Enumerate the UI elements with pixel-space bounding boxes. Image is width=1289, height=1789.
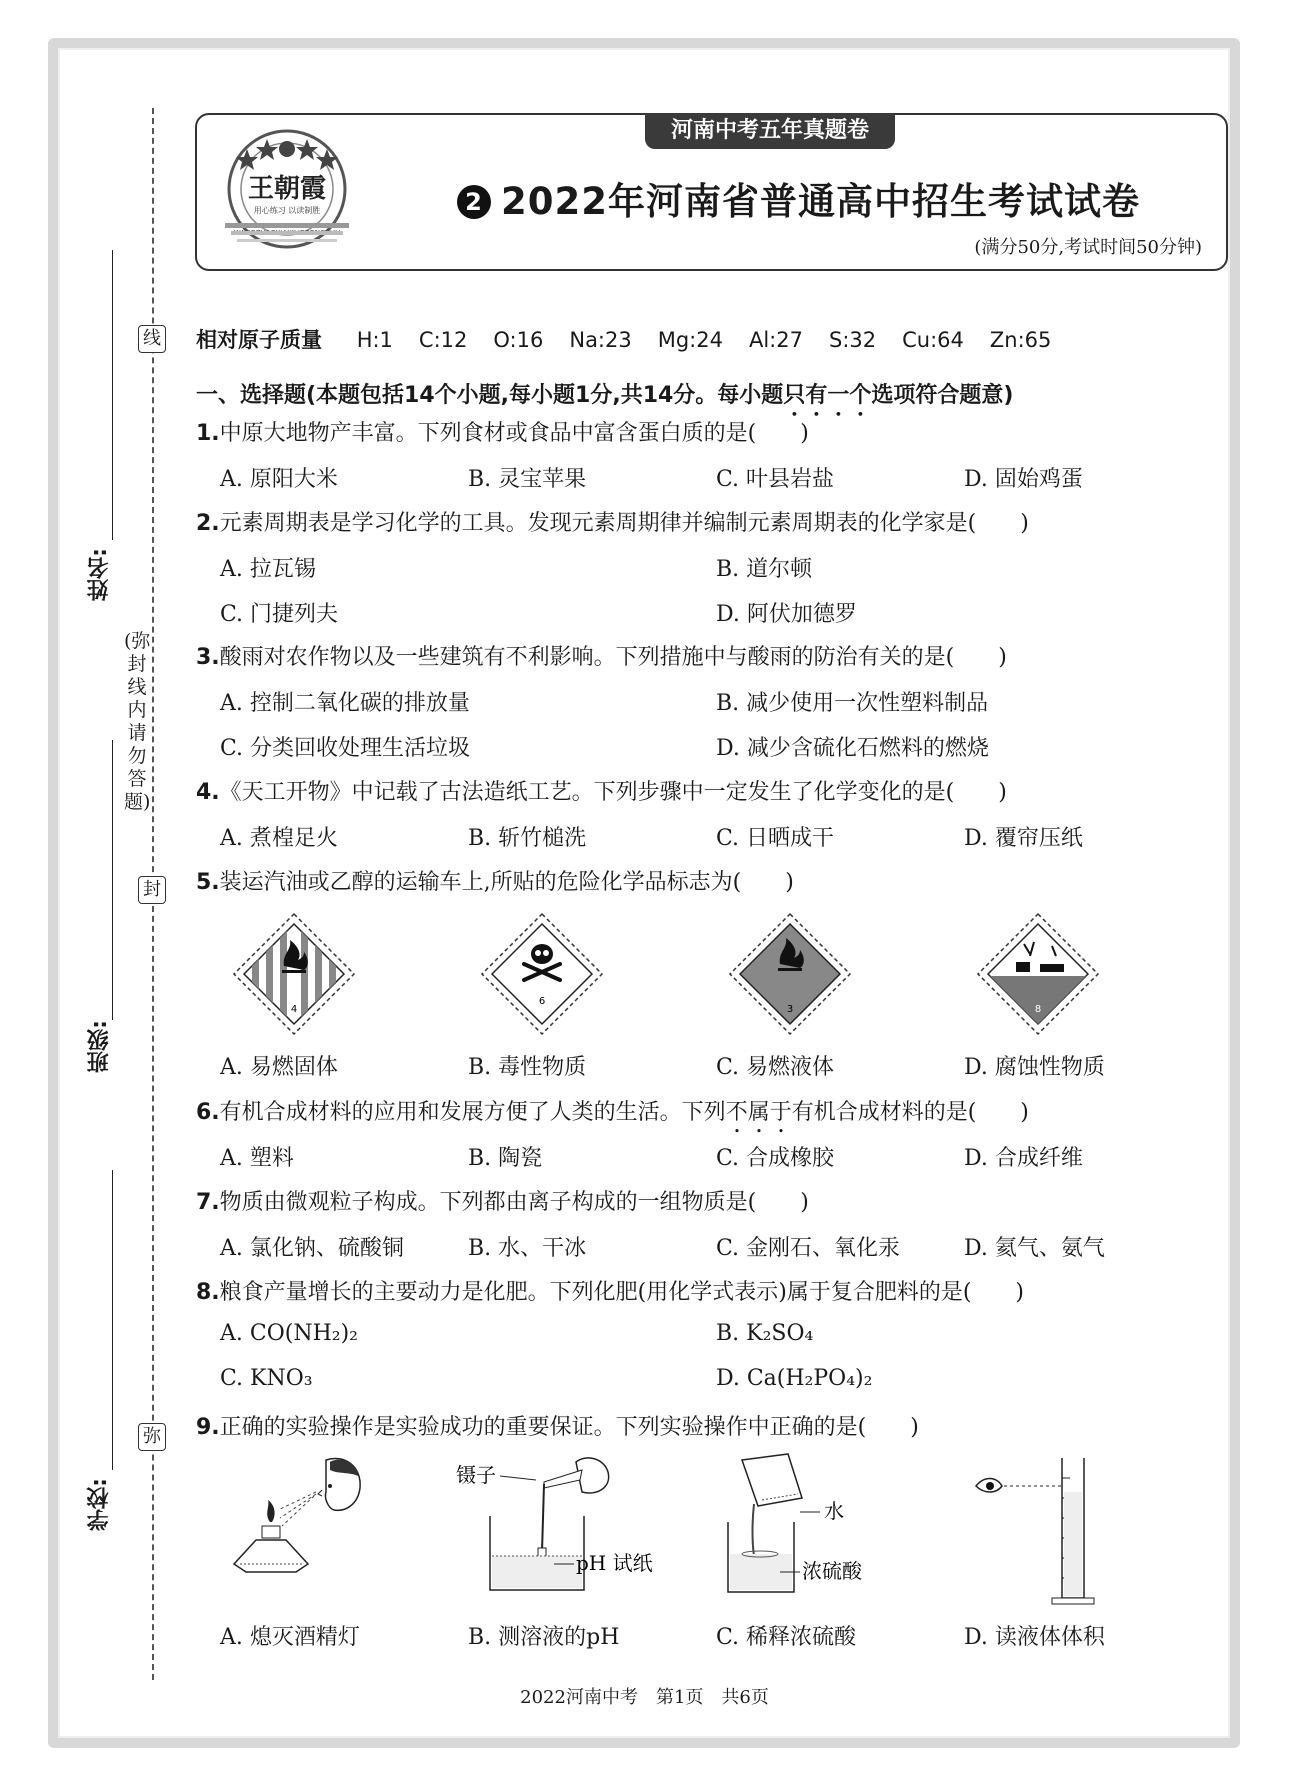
svg-text:用心练习 以读制胜: 用心练习 以读制胜 (253, 206, 321, 215)
option[interactable]: B. 减少使用一次性塑料制品 (716, 691, 989, 716)
class-field-line[interactable] (112, 740, 113, 1020)
exam-header (195, 113, 1228, 271)
option[interactable]: D. 腐蚀性物质 (964, 1055, 1105, 1080)
atomic-mass-line: 相对原子质量 H:1 C:12 O:16 Na:23 Mg:24 Al:27 S:32 Cu:64 Zn:65 (196, 328, 1052, 352)
svg-text:水: 水 (824, 1499, 844, 1523)
option[interactable]: C. 门捷列夫 (220, 602, 339, 627)
option[interactable]: B. 斩竹槌洗 (468, 826, 587, 851)
question-5: 5.装运汽油或乙醇的运输车上,所贴的危险化学品标志为( ) (196, 870, 794, 895)
svg-text:4: 4 (290, 1004, 298, 1015)
option[interactable]: D. 读液体体积 (964, 1625, 1105, 1650)
option[interactable]: D. 固始鸡蛋 (964, 467, 1083, 492)
option[interactable]: D. 合成纤维 (964, 1146, 1083, 1171)
option[interactable]: A. 拉瓦锡 (220, 557, 316, 582)
corrosive-substance-sign-icon (976, 912, 1100, 1036)
question-9: 9.正确的实验操作是实验成功的重要保证。下列实验操作中正确的是( ) (196, 1415, 919, 1440)
question-1: 1.中原大地物产丰富。下列食材或食品中富含蛋白质的是( ) (196, 421, 809, 446)
exam-subtitle: (满分50分,考试时间50分钟) (974, 237, 1202, 258)
name-field-line[interactable] (112, 250, 113, 540)
section-1-title: 一、选择题(本题包括14个小题,每小题1分,共14分。每小题只有一个选项符合题意) (196, 383, 1014, 408)
question-2: 2.元素周期表是学习化学的工具。发现元素周期律并编制元素周期表的化学家是( ) (196, 511, 1029, 536)
toxic-substance-sign-icon (480, 912, 604, 1036)
name-field-label: 姓名: (87, 548, 112, 601)
svg-text:浓硫酸: 浓硫酸 (802, 1559, 862, 1583)
binding-mark-seal: 封 (138, 876, 166, 904)
binding-note: (弥封线内请勿答题) (124, 630, 151, 813)
option[interactable]: A. CO(NH₂)₂ (220, 1321, 358, 1346)
option[interactable]: B. 陶瓷 (468, 1146, 543, 1171)
option[interactable]: C. 金刚石、氧化汞 (716, 1236, 901, 1261)
option[interactable]: B. K₂SO₄ (716, 1321, 814, 1346)
class-field-label: 班级: (87, 1020, 112, 1073)
option[interactable]: D. 阿伏加德罗 (716, 602, 857, 627)
option[interactable]: B. 毒性物质 (468, 1055, 587, 1080)
option[interactable]: A. 塑料 (220, 1146, 294, 1171)
paper-number-badge: 2 (457, 185, 491, 219)
option[interactable]: A. 控制二氧化碳的排放量 (220, 691, 470, 716)
option[interactable]: C. KNO₃ (220, 1366, 313, 1391)
option[interactable]: D. 减少含硫化石燃料的燃烧 (716, 736, 989, 761)
question-8: 8.粮食产量增长的主要动力是化肥。下列化肥(用化学式表示)属于复合肥料的是( ) (196, 1280, 1025, 1305)
ph-test-figure (456, 1452, 656, 1602)
option[interactable]: C. 分类回收处理生活垃圾 (220, 736, 471, 761)
question-3: 3.酸雨对农作物以及一些建筑有不利影响。下列措施中与酸雨的防治有关的是( ) (196, 645, 1007, 670)
option[interactable]: A. 易燃固体 (220, 1055, 338, 1080)
option[interactable]: B. 水、干冰 (468, 1236, 587, 1261)
option[interactable]: B. 测溶液的pH (468, 1625, 620, 1650)
binding-mark-dense: 弥 (138, 1423, 166, 1451)
binding-mark-line: 线 (138, 325, 166, 353)
question-6: 6.有机合成材料的应用和发展方便了人类的生活。下列不属于有机合成材料的是( ) (196, 1100, 1029, 1125)
svg-text:6: 6 (538, 996, 546, 1007)
option[interactable]: A. 煮楻足火 (220, 826, 338, 851)
series-tag: 河南中考五年真题卷 (645, 113, 895, 149)
svg-text:pH 试纸: pH 试纸 (576, 1551, 653, 1575)
svg-text:镊子: 镊子 (456, 1463, 496, 1487)
blowing-out-alcohol-lamp-figure (226, 1452, 376, 1602)
svg-text:3: 3 (786, 1004, 794, 1015)
page-footer: 2022河南中考 第1页 共6页 (520, 1687, 769, 1708)
flammable-liquid-sign-icon (728, 912, 852, 1036)
exam-title: 2 2022年河南省普通高中招生考试试卷 (457, 171, 1140, 225)
option[interactable]: A. 原阳大米 (220, 467, 338, 492)
question-4: 4.《天工开物》中记载了古法造纸工艺。下列步骤中一定发生了化学变化的是( ) (196, 780, 1007, 805)
svg-text:王朝霞: 王朝霞 (247, 174, 327, 204)
publisher-logo (217, 127, 357, 257)
option[interactable]: C. 易燃液体 (716, 1055, 835, 1080)
diluting-acid-figure (708, 1452, 888, 1602)
reading-cylinder-figure (974, 1448, 1124, 1608)
option[interactable]: D. 氦气、氨气 (964, 1236, 1105, 1261)
option[interactable]: B. 灵宝苹果 (468, 467, 587, 492)
option[interactable]: B. 道尔顿 (716, 557, 813, 582)
option[interactable]: C. 日晒成干 (716, 826, 835, 851)
school-field-line[interactable] (112, 1170, 113, 1470)
option[interactable]: A. 熄灭酒精灯 (220, 1625, 360, 1650)
option[interactable]: C. 叶县岩盐 (716, 467, 835, 492)
option[interactable]: C. 稀释浓硫酸 (716, 1625, 857, 1650)
option[interactable]: C. 合成橡胶 (716, 1146, 835, 1171)
option[interactable]: D. 覆帘压纸 (964, 826, 1083, 851)
school-field-label: 学校: (87, 1478, 112, 1531)
flammable-solid-sign-icon (232, 912, 356, 1036)
svg-text:8: 8 (1034, 1004, 1042, 1015)
question-7: 7.物质由微观粒子构成。下列都由离子构成的一组物质是( ) (196, 1190, 809, 1215)
option[interactable]: D. Ca(H₂PO₄)₂ (716, 1366, 873, 1391)
option[interactable]: A. 氯化钠、硫酸铜 (220, 1236, 404, 1261)
